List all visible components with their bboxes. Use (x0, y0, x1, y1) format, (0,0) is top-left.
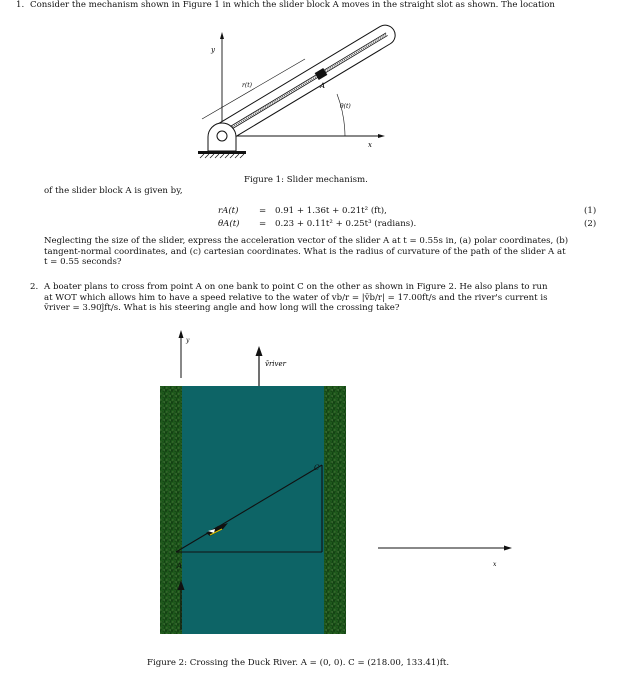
eq2-rhs: 0.23 + 0.11t² + 0.25t³ (radians). (275, 219, 417, 229)
problem-1-question-line: Neglecting the size of the slider, express the acceleration vector of the slider A at t = 0.55s in, (a) polar coordinates, (b) (44, 236, 569, 246)
fig1-y-label: y (211, 46, 215, 54)
fig2-x-label: x (493, 561, 497, 568)
figure-1-slider-mechanism (190, 24, 430, 164)
problem-1-intro-continued: of the slider block A is given by, (44, 186, 183, 196)
fig2-y-label: y (186, 337, 190, 344)
fig1-ground (198, 151, 246, 154)
fig2-river-water (182, 386, 324, 634)
problem-1-number: 1. (16, 0, 25, 10)
fig2-river-current-arrowhead (256, 346, 263, 356)
fig1-r-label: r(t) (242, 82, 252, 89)
problem-1-intro: Consider the mechanism shown in Figure 1 in which the slider block A moves in the straight slot as shown. The location (30, 0, 555, 10)
fig2-right-bank (324, 386, 346, 634)
figure-1-caption: Figure 1: Slider mechanism. (244, 175, 368, 185)
fig1-x-axis-arrow (378, 134, 385, 138)
fig2-left-bank (160, 386, 182, 634)
problem-2-text (44, 282, 604, 314)
problem-1-question (44, 236, 604, 268)
eq1-number: (1) (584, 206, 597, 216)
fig2-C-label: C (314, 464, 320, 472)
problem-1-question-line: tangent-normal coordinates, and (c) cartesian coordinates. What is the radius of curvature of the path of the slider A at (44, 246, 566, 257)
eq1-lhs: rA(t) (218, 206, 239, 216)
figure-2-caption: Figure 2: Crossing the Duck River. A = (0, 0). C = (218.00, 133.41)ft. (147, 658, 450, 668)
problem-2-number: 2. (30, 282, 39, 292)
fig1-y-axis-arrow (220, 32, 224, 39)
fig2-y-axis-arrow (179, 330, 184, 338)
problem-2-line: at WOT which allows him to have a speed relative to the water of vb/r = |v̄b/r| = 17.00ft/s and the river's current is (44, 292, 548, 303)
fig1-A-label: A (320, 82, 326, 90)
fig1-pivot-pin (217, 131, 227, 141)
eq2-number: (2) (584, 219, 597, 229)
eq2-lhs: θA(t) (218, 219, 240, 229)
problem-1-question-line: t = 0.55 seconds? (44, 257, 122, 268)
fig1-slotted-arm (210, 24, 399, 146)
figure-2-river-crossing (160, 326, 520, 656)
problem-2-line: v̄river = 3.90ĵft/s. What is his steering angle and how long will the crossing take? (44, 303, 400, 314)
fig1-theta-arc (337, 94, 345, 136)
fig2-A-label: A (177, 562, 183, 570)
fig1-ground-hatch (200, 154, 244, 158)
fig1-x-label: x (368, 141, 372, 149)
fig2-river-label: v̄river (265, 360, 286, 368)
fig2-x-axis-arrow (504, 546, 512, 551)
eq2-equals: = (259, 219, 267, 229)
fig1-theta-label: θ(t) (340, 103, 351, 110)
eq1-equals: = (259, 206, 267, 216)
problem-2-line: A boater plans to cross from point A on one bank to point C on the other as shown in Figure 2. He also plans to run (44, 282, 548, 292)
eq1-rhs: 0.91 + 1.36t + 0.21t² (ft), (275, 206, 387, 216)
